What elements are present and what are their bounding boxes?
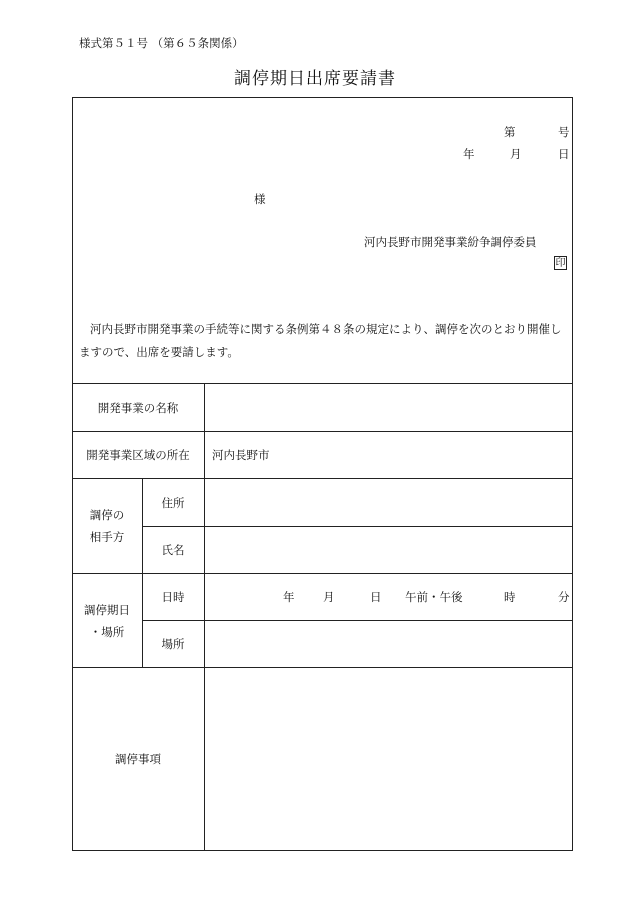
date-day-label: 日 [558,147,570,161]
datetime-ampm-label: 午前・午後 [405,590,463,604]
datetime-month-label: 月 [323,590,335,604]
request-body-text: 河内長野市開発事業の手続等に関する条例第４８条の規定により、調停を次のとおり開催しますので、出席を要請します。 [79,322,562,359]
number-label-go: 号 [558,125,570,139]
party-label-line2: 相手方 [89,530,125,544]
document-title: 調停期日出席要請書 [234,69,396,89]
datetime-minute-label: 分 [558,590,570,604]
schedule-label [72,574,142,667]
place-field[interactable] [212,621,567,667]
location-label: 開発事業区域の所在 [86,448,190,462]
party-name-label: 氏名 [161,543,185,557]
project-name-field[interactable] [212,384,567,431]
matters-label: 調停事項 [115,752,161,766]
datetime-year-label: 年 [283,590,295,604]
datetime-day-label: 日 [370,590,382,604]
place-label: 場所 [161,637,185,651]
date-month-label: 月 [510,147,522,161]
sender-name: 河内長野市開発事業紛争調停委員 [364,235,537,249]
schedule-label-line2: ・場所 [89,624,125,639]
form-number: 様式第５１号 （第６５条関係） [79,36,244,50]
seal-mark: 印 [555,258,566,269]
project-name-label: 開発事業の名称 [97,400,179,415]
matters-field[interactable] [212,668,567,850]
number-label-dai: 第 [504,125,516,139]
location-field[interactable]: 河内長野市 [212,448,270,462]
party-name-field[interactable] [212,527,567,573]
party-label-line1: 調停の [89,508,125,522]
party-address-field[interactable] [212,479,567,526]
addressee-suffix: 様 [254,192,266,206]
party-label [72,479,142,573]
party-address-label: 住所 [161,495,185,510]
schedule-label-line1: 調停期日 [84,602,130,617]
date-year-label: 年 [463,147,475,161]
datetime-label: 日時 [161,590,185,604]
datetime-field[interactable] [205,574,573,620]
datetime-hour-label: 時 [504,590,516,604]
